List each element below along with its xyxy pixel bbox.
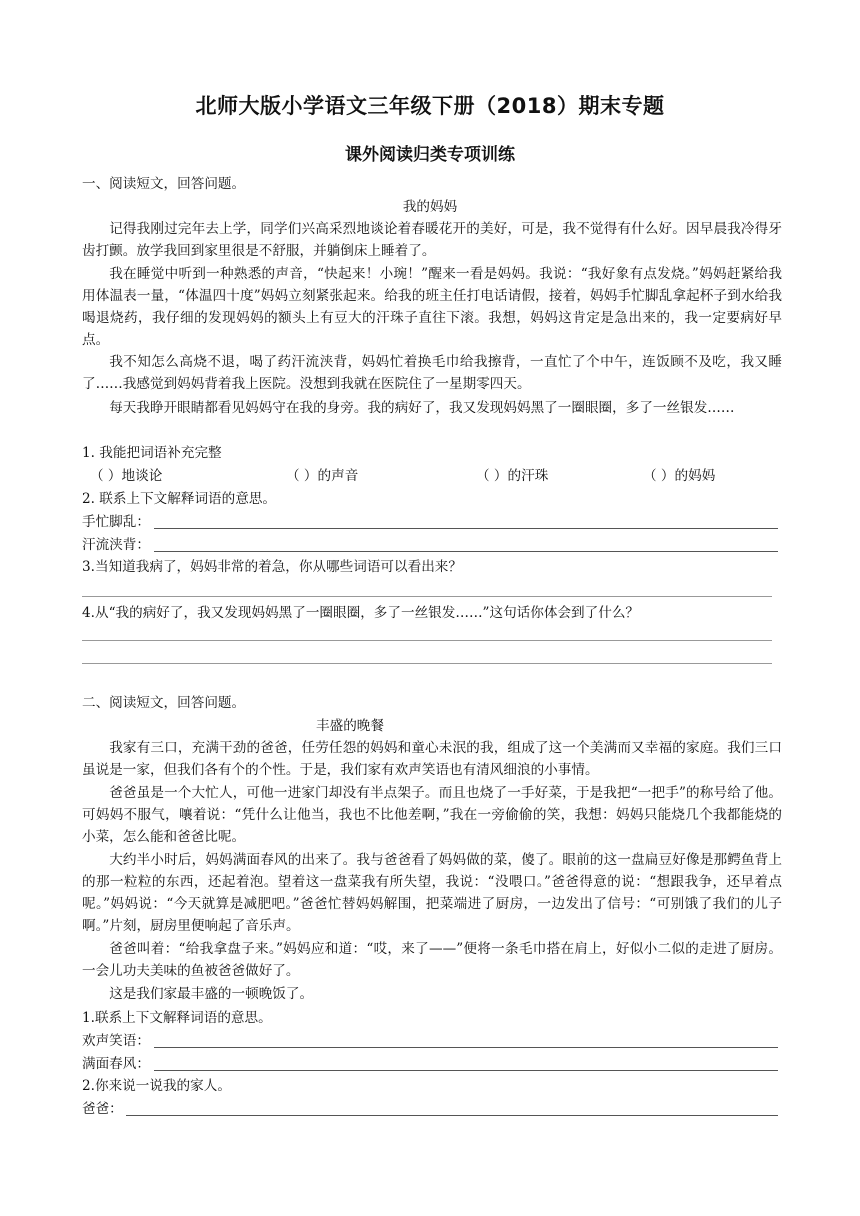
answer-line[interactable] — [154, 528, 778, 529]
answer-line[interactable] — [154, 551, 778, 552]
part2-story-title: 丰盛的晚餐 — [316, 718, 384, 734]
part2-question-1: 1.联系上下文解释词语的意思。 — [82, 1010, 272, 1026]
part2-heading: 二、阅读短文，回答问题。 — [82, 695, 246, 711]
part1-question-1: 1. 我能把词语补充完整 — [82, 445, 222, 461]
part2-paragraph-5: 这是我们家最丰盛的一顿晚饭了。 — [109, 986, 314, 1002]
answer-line[interactable] — [82, 596, 772, 597]
page-subtitle: 课外阅读归类专项训练 — [345, 145, 515, 165]
part1-paragraph-1: 记得我刚过完年去上学，同学们兴高采烈地谈论着春暖花开的美好，可是，我不觉得有什么好。因早晨我冷得牙齿打颤。放学我回到家里很是不舒服，并躺倒床上睡着了。 — [82, 221, 782, 259]
part1-heading: 一、阅读短文，回答问题。 — [82, 176, 246, 192]
part2-paragraph-2: 爸爸虽是一个大忙人，可他一进家门却没有半点架子。而且也烧了一手好菜，于是我把“一把手”的称号给了他。可妈妈不服气，嚷着说：“凭什么让他当，我也不比他差啊，”我在一旁偷偷的笑，我想：妈妈只能烧几个我都能烧的小菜，怎么能和爸爸比呢。 — [82, 785, 782, 845]
word-blank-4[interactable]: （ ）的妈妈 — [643, 468, 716, 484]
answer-line[interactable] — [154, 1047, 778, 1048]
family-label-father: 爸爸： — [82, 1101, 123, 1117]
part1-story-title: 我的妈妈 — [402, 199, 458, 215]
page-title: 北师大版小学语文三年级下册（2018）期末专题 — [195, 94, 665, 118]
answer-line[interactable] — [154, 1070, 778, 1071]
answer-line[interactable] — [82, 640, 772, 641]
part2-paragraph-1: 我家有三口，充满干劲的爸爸，任劳任怨的妈妈和童心未泯的我，组成了这一个美满而又幸福的家庭。我们三口虽说是一家，但我们各有个的个性。于是，我们家有欢声笑语也有清风细浪的小事情。 — [82, 740, 782, 778]
part1-question-2: 2. 联系上下文解释词语的意思。 — [82, 491, 277, 507]
word-blank-1[interactable]: （ ）地谈论 — [90, 468, 163, 484]
part1-paragraph-4: 每天我睁开眼睛都看见妈妈守在我的身旁。我的病好了，我又发现妈妈黑了一圈眼圈，多了一丝银发…… — [109, 400, 735, 416]
answer-line[interactable] — [126, 1115, 778, 1116]
part2-question-2: 2.你来说一说我的家人。 — [82, 1078, 231, 1094]
term-label-2: 汗流浃背： — [82, 537, 150, 553]
word-blank-2[interactable]: （ ）的声音 — [286, 468, 359, 484]
part2-paragraph-3: 大约半小时后，妈妈满面春风的出来了。我与爸爸看了妈妈做的菜，傻了。眼前的这一盘扁豆好像是那鳄鱼背上的那一粒粒的东西，还起着泡。望着这一盘菜我有所失望，我说：“没喂口。”爸爸得意的说：“想跟我争，还早着点呢。”妈妈说：“今天就算是减肥吧。”爸爸忙替妈妈解围，把菜端进了厨房，一边发出了信号：“可别饿了我们的儿子啊。”片刻，厨房里便响起了音乐声。 — [82, 852, 782, 934]
term-label-4: 满面春风： — [82, 1056, 150, 1072]
answer-line[interactable] — [82, 663, 772, 664]
term-label-3: 欢声笑语： — [82, 1033, 150, 1049]
part1-question-3: 3.当知道我病了，妈妈非常的着急，你从哪些词语可以看出来？ — [82, 559, 462, 575]
part1-paragraph-2: 我在睡觉中听到一种熟悉的声音，“快起来！小琬！”醒来一看是妈妈。我说：“我好象有点发烧。”妈妈赶紧给我用体温表一量，“体温四十度”妈妈立刻紧张起来。给我的班主任打电话请假，接着，妈妈手忙脚乱拿起杯子到水给我喝退烧药，我仔细的发现妈妈的额头上有豆大的汗珠子直往下滚。我想，妈妈这肯定是急出来的，我一定要病好早点。 — [82, 266, 782, 348]
term-label-1: 手忙脚乱： — [82, 514, 150, 530]
part1-paragraph-3: 我不知怎么高烧不退，喝了药汗流浃背，妈妈忙着换毛巾给我擦背，一直忙了个中午，连饭顾不及吃，我又睡了……我感觉到妈妈背着我上医院。没想到我就在医院住了一星期零四天。 — [82, 354, 782, 392]
word-blank-3[interactable]: （ ）的汗珠 — [476, 468, 549, 484]
part2-paragraph-4: 爸爸叫着：“给我拿盘子来。”妈妈应和道：“哎，来了——”便将一条毛巾搭在肩上，好似小二似的走进了厨房。一会儿功夫美味的鱼被爸爸做好了。 — [82, 941, 782, 979]
part1-question-4: 4.从“我的病好了，我又发现妈妈黑了一圈眼圈，多了一丝银发……”这句话你体会到了什么？ — [82, 605, 640, 621]
